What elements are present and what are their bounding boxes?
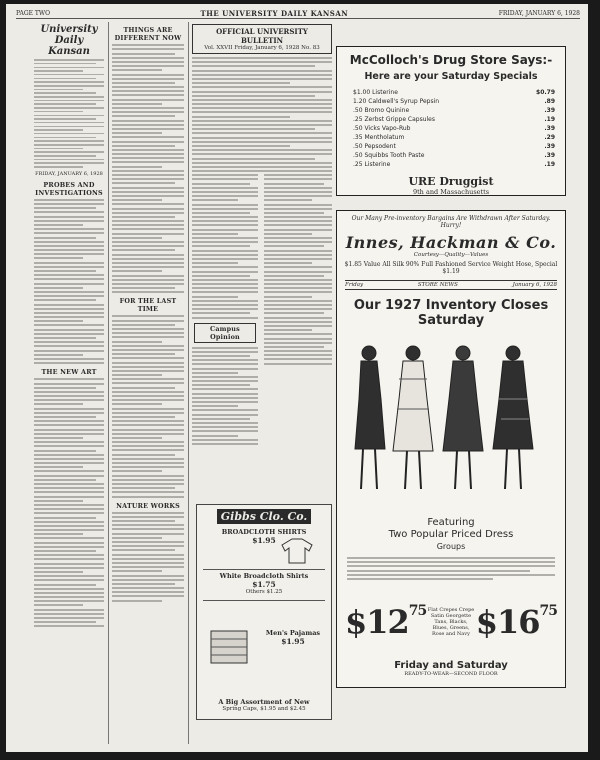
column-three-left (192, 172, 258, 447)
inventory-title-line1: Our 1927 Inventory Closes (353, 298, 549, 313)
closing-floor: READY-TO-WEAR—SECOND FLOOR (404, 671, 498, 677)
closing-days: Friday and Saturday (394, 660, 508, 671)
article-probes-body (34, 199, 104, 364)
gibbs-others: Others $1.25 (245, 589, 283, 595)
mccolloch-item (337, 88, 565, 97)
innes-logo: Innes, Hackman & Co. (345, 233, 557, 252)
campus-opinion-box (194, 323, 256, 343)
bulletin-subtitle: Vol. XXVII Friday, January 6, 1928 No. 83 (204, 45, 320, 51)
staff-box (34, 59, 104, 167)
price-fabrics: Flat Crepes Crepe Satin Georgette Tans, Blacks, Blues, Greens, Rose and Navy (427, 607, 475, 637)
mccolloch-ad (336, 46, 566, 196)
mccolloch-item-sale: .39 (544, 152, 555, 159)
mccolloch-item (337, 115, 565, 124)
masthead-page: PAGE TWO (16, 9, 50, 17)
mccolloch-item-sale: $0.79 (536, 89, 555, 96)
price-b-dollars: $16 (475, 603, 540, 641)
gibbs-white-title: White Broadcloth Shirts (219, 572, 309, 580)
mccolloch-item-sale: .29 (544, 134, 555, 141)
price-row (345, 603, 557, 641)
mccolloch-item-sale: .19 (544, 116, 555, 123)
headline-nature-works: NATURE WORKS (116, 501, 180, 510)
bulletin-box (192, 24, 332, 54)
article-nature-works-body (112, 512, 184, 602)
innes-tagline: Courtesy—Quality—Values (413, 252, 489, 258)
mccolloch-item-label: .50 Squibbs Tooth Paste (353, 152, 425, 159)
article-new-art-body (34, 378, 104, 627)
column-rule (108, 22, 109, 744)
mccolloch-item (337, 97, 565, 106)
bulletin-body (192, 57, 332, 172)
mccolloch-title: McColloch's Drug Store Says:- (349, 53, 553, 67)
nameplate: University Daily Kansan (40, 24, 98, 57)
mccolloch-item-sale: .39 (544, 125, 555, 132)
gibbs-shirts-price: $1.95 (252, 536, 276, 545)
masthead (16, 8, 580, 19)
featuring-line3: Groups (436, 542, 466, 551)
mccolloch-item (337, 142, 565, 151)
bulletin-title: OFFICIAL UNIVERSITY BULLETIN (216, 27, 308, 45)
innes-store-bar (345, 280, 557, 290)
featuring-line2: Two Popular Priced Dress (388, 529, 514, 540)
pajama-illustration (205, 627, 255, 667)
mccolloch-item-label: $1.00 Listerine (353, 89, 398, 96)
innes-ad (336, 210, 566, 688)
newspaper-page (6, 4, 588, 752)
gibbs-ad (196, 504, 332, 720)
shirt-illustration (277, 535, 317, 565)
gibbs-advance-sub: Spring Caps, $1.95 and $2.45 (222, 706, 306, 712)
article-body (264, 174, 332, 364)
headline-things-different: THINGS ARE DIFFERENT NOW (114, 26, 182, 42)
headline-probes: PROBES AND INVESTIGATIONS (35, 180, 103, 197)
mccolloch-item (337, 106, 565, 115)
article-things-different-body (112, 44, 184, 293)
price-group-a (345, 603, 426, 641)
mccolloch-item (337, 160, 565, 169)
price-a-dollars: $12 (345, 603, 409, 641)
innes-offer: $1.85 Value All Silk 90% Full Fashioned Service Weight Hose, Special $1.19 (344, 261, 558, 275)
masthead-date: FRIDAY, JANUARY 6, 1928 (498, 9, 580, 17)
gibbs-shirts-title: BROADCLOTH SHIRTS (221, 528, 307, 536)
gibbs-pajamas-price: $1.95 (281, 637, 305, 646)
mccolloch-item-sale: .89 (544, 98, 555, 105)
mccolloch-address: 9th and Massachusetts (412, 188, 490, 196)
mccolloch-item-label: .25 Listerine (353, 161, 391, 168)
mccolloch-item-sale: .39 (544, 143, 555, 150)
mccolloch-item (337, 133, 565, 142)
mccolloch-item-sale: .39 (544, 107, 555, 114)
featuring-block (337, 517, 565, 584)
column-two (112, 22, 184, 604)
mccolloch-item-label: .35 Mentholatum (353, 134, 405, 141)
article-last-time-body (112, 315, 184, 497)
price-a-cents: 75 (408, 603, 427, 619)
inventory-title-line2: Saturday (417, 313, 485, 328)
column-three (192, 24, 332, 174)
inventory-headline (337, 298, 565, 328)
innes-bar-left: Friday (345, 282, 364, 288)
masthead-title: THE UNIVERSITY DAILY KANSAN (200, 8, 349, 18)
gibbs-white-price: $1.75 (252, 580, 276, 589)
headline-campus-opinion: Campus Opinion (210, 324, 240, 341)
innes-bar-right: January 6, 1928 (512, 282, 557, 288)
article-body (192, 174, 258, 318)
headline-last-time: FOR THE LAST TIME (119, 297, 177, 314)
mccolloch-item-sale: .19 (544, 161, 555, 168)
gibbs-pajamas-title: Men's Pajamas (265, 629, 321, 637)
innes-note: Our Many Pre-inventory Bargains Are Withdrawn After Saturday. Hurry! (351, 215, 551, 229)
campus-opinion-body (192, 347, 258, 445)
mccolloch-subtitle: Here are your Saturday Specials (364, 71, 538, 82)
innes-bar-center: STORE NEWS (417, 282, 458, 288)
mccolloch-item-label: .25 Zerbst Grippe Capsules (353, 116, 435, 123)
mccolloch-item-label: 1.20 Caldwell's Syrup Pepsin (353, 98, 440, 105)
gibbs-logo: Gibbs Clo. Co. (217, 509, 311, 524)
mccolloch-item (337, 151, 565, 160)
mccolloch-list (337, 88, 565, 169)
dress-illustration (341, 339, 561, 509)
price-b-cents: 75 (539, 603, 557, 619)
editorial-date: FRIDAY, JANUARY 6, 1928 (35, 170, 103, 177)
column-three-right (264, 172, 332, 367)
mccolloch-item-label: .50 Pepsodent (353, 143, 396, 150)
headline-new-art: THE NEW ART (41, 368, 97, 377)
editorial-column (34, 22, 104, 630)
gibbs-advance: A Big Assortment of New (218, 698, 310, 706)
price-group-b (476, 603, 557, 641)
column-rule (188, 22, 189, 744)
mccolloch-item-label: .50 Vicks Vapo-Rub (353, 125, 411, 132)
mccolloch-item-label: .50 Bromo Quinine (353, 107, 410, 114)
mccolloch-druggist: URE Druggist (408, 175, 494, 188)
mccolloch-item (337, 124, 565, 133)
featuring-line1: Featuring (427, 517, 475, 528)
